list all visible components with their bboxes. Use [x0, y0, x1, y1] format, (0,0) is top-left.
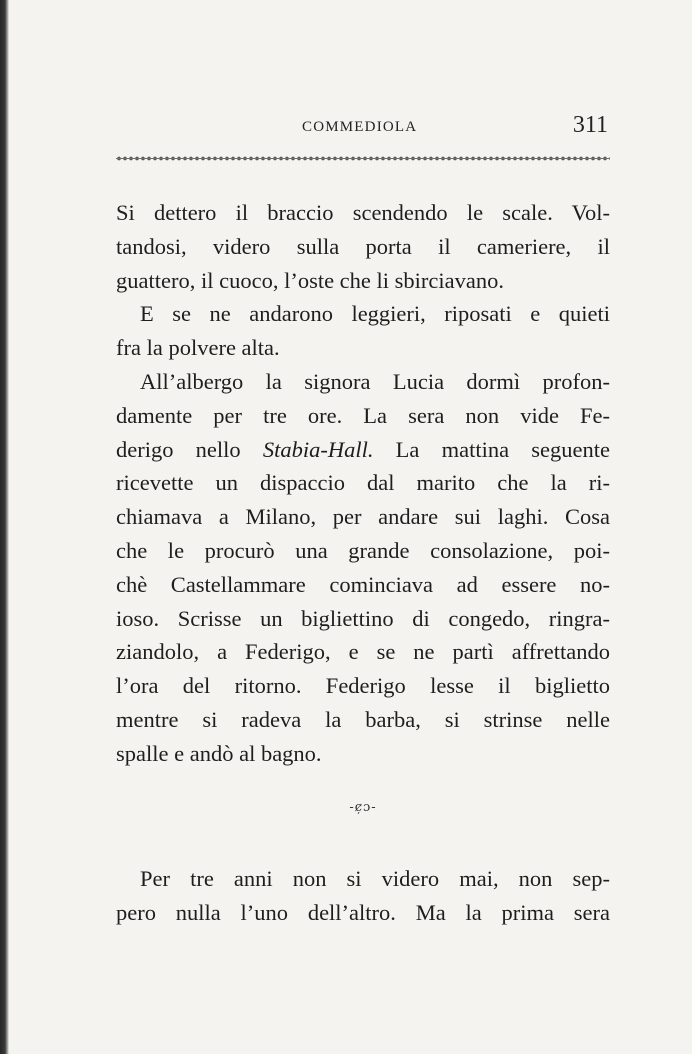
text-line: All’albergo la signora Lucia dormì profon- — [140, 368, 610, 394]
text-line: Per tre anni non si videro mai, non sep- — [140, 866, 610, 891]
text-fragment: derigo nello — [116, 436, 263, 462]
book-page — [116, 0, 610, 1054]
text-line: chiamava a Milano, per andare sui laghi. Cosa — [116, 504, 610, 530]
text-line: che le procurò una grande consolazione, poi- — [116, 537, 610, 563]
ornamental-rule — [116, 154, 610, 163]
text-line: Si dettero il braccio scendendo le scale. Vol- — [116, 200, 610, 225]
paragraph-2 — [116, 297, 610, 365]
page-number: 311 — [572, 112, 608, 138]
text-line: guattero, il cuoco, l’oste che li sbirciavano. — [116, 267, 504, 293]
paragraph-3 — [116, 365, 610, 771]
text-line: chè Castellammare cominciava ad essere no- — [116, 571, 610, 597]
text-line: ioso. Scrisse un bigliettino di congedo, ringra- — [116, 605, 610, 631]
text-line: damente per tre ore. La sera non vide Fe- — [116, 402, 610, 428]
text-line-with-italic — [116, 433, 610, 467]
text-line: E se ne andarono leggieri, riposati e quieti — [140, 301, 610, 327]
continuation-text — [116, 862, 610, 930]
text-line: ricevette un dispaccio dal marito che la ri- — [116, 470, 610, 496]
italic-place-name: Stabia-Hall. — [262, 436, 374, 462]
running-head — [116, 112, 610, 142]
running-title: COMMEDIOLA — [302, 119, 418, 135]
text-line: mentre si radeva la barba, si strinse nelle — [116, 706, 610, 732]
paragraph-1 — [116, 196, 610, 297]
text-line: tandosi, videro sulla porta il cameriere, il — [116, 233, 610, 259]
body-text — [116, 196, 610, 771]
text-line: ziandolo, a Federigo, e se ne partì affrettando — [116, 639, 610, 665]
text-line: l’ora del ritorno. Federigo lesse il biglietto — [116, 673, 610, 699]
text-line: spalle e andò al bagno. — [116, 740, 322, 766]
text-line: fra la polvere alta. — [116, 335, 280, 361]
binding-edge — [0, 0, 9, 1054]
section-break-ornament: -ȼ̦ɔ- — [349, 800, 377, 815]
text-line: pero nulla l’uno dell’altro. Ma la prima sera — [116, 899, 610, 925]
text-fragment: La mattina seguente — [373, 436, 610, 462]
